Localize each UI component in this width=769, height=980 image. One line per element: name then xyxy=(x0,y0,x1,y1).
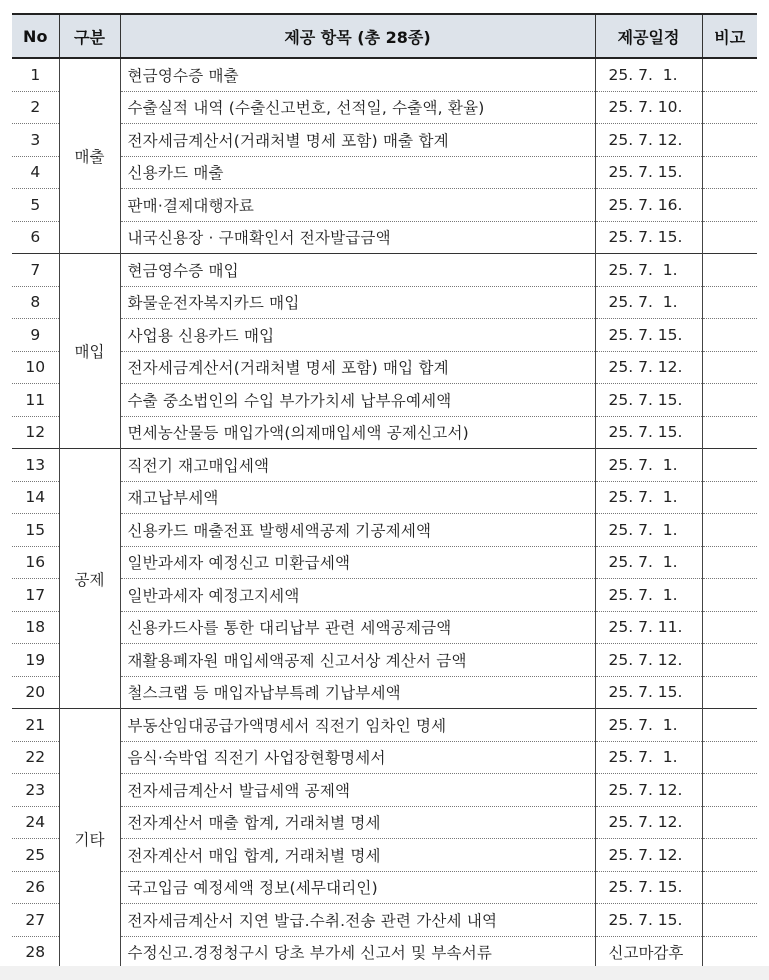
table-row xyxy=(12,254,757,287)
date-cell: 25. 7. 12. xyxy=(595,644,702,677)
table-row xyxy=(12,936,757,969)
note-cell xyxy=(702,774,757,807)
table-row xyxy=(12,514,757,547)
item-cell: 수출실적 내역 (수출신고번호, 선적일, 수출액, 환율) xyxy=(120,91,595,124)
note-cell xyxy=(702,416,757,449)
item-cell: 음식·숙박업 직전기 사업장현황명세서 xyxy=(120,741,595,774)
row-number: 13 xyxy=(12,449,59,482)
item-cell: 면세농산물등 매입가액(의제매입세액 공제신고서) xyxy=(120,416,595,449)
header-note: 비고 xyxy=(702,14,757,58)
note-cell xyxy=(702,286,757,319)
table-row xyxy=(12,319,757,352)
table-row xyxy=(12,839,757,872)
date-cell: 25. 7. 12. xyxy=(595,351,702,384)
row-number: 24 xyxy=(12,806,59,839)
note-cell xyxy=(702,546,757,579)
table-row xyxy=(12,871,757,904)
note-cell xyxy=(702,124,757,157)
date-cell: 25. 7. 12. xyxy=(595,774,702,807)
category-cell: 매입 xyxy=(59,254,120,449)
item-cell: 신용카드 매출전표 발행세액공제 기공제세액 xyxy=(120,514,595,547)
date-cell: 25. 7. 15. xyxy=(595,319,702,352)
item-cell: 전자세금계산서 지연 발급.수취.전송 관련 가산세 내역 xyxy=(120,904,595,937)
row-number: 28 xyxy=(12,936,59,969)
row-number: 3 xyxy=(12,124,59,157)
date-cell: 25. 7. 1. xyxy=(595,449,702,482)
note-cell xyxy=(702,839,757,872)
row-number: 9 xyxy=(12,319,59,352)
table-row xyxy=(12,189,757,222)
item-cell: 재고납부세액 xyxy=(120,481,595,514)
date-cell: 25. 7. 10. xyxy=(595,91,702,124)
item-cell: 사업용 신용카드 매입 xyxy=(120,319,595,352)
table-row xyxy=(12,156,757,189)
item-cell: 수출 중소법인의 수입 부가가치세 납부유예세액 xyxy=(120,384,595,417)
table-row xyxy=(12,741,757,774)
item-cell: 전자계산서 매출 합계, 거래처별 명세 xyxy=(120,806,595,839)
item-cell: 수정신고.경정청구시 당초 부가세 신고서 및 부속서류 xyxy=(120,936,595,969)
item-cell: 현금영수증 매출 xyxy=(120,58,595,91)
date-cell: 25. 7. 16. xyxy=(595,189,702,222)
table-row xyxy=(12,676,757,709)
table-row xyxy=(12,774,757,807)
table-row xyxy=(12,58,757,91)
row-number: 5 xyxy=(12,189,59,222)
date-cell: 25. 7. 11. xyxy=(595,611,702,644)
row-number: 2 xyxy=(12,91,59,124)
date-cell: 25. 7. 15. xyxy=(595,871,702,904)
date-cell: 25. 7. 15. xyxy=(595,676,702,709)
row-number: 27 xyxy=(12,904,59,937)
row-number: 12 xyxy=(12,416,59,449)
item-cell: 현금영수증 매입 xyxy=(120,254,595,287)
row-number: 15 xyxy=(12,514,59,547)
table-row xyxy=(12,611,757,644)
table-header-row xyxy=(12,14,757,58)
row-number: 26 xyxy=(12,871,59,904)
table-row xyxy=(12,91,757,124)
note-cell xyxy=(702,579,757,612)
note-cell xyxy=(702,254,757,287)
table-row xyxy=(12,286,757,319)
header-item: 제공 항목 (총 28종) xyxy=(120,14,595,58)
note-cell xyxy=(702,611,757,644)
note-cell xyxy=(702,904,757,937)
note-cell xyxy=(702,189,757,222)
row-number: 11 xyxy=(12,384,59,417)
header-no: No xyxy=(12,14,59,58)
row-number: 22 xyxy=(12,741,59,774)
table-row xyxy=(12,644,757,677)
note-cell xyxy=(702,156,757,189)
row-number: 4 xyxy=(12,156,59,189)
category-cell: 공제 xyxy=(59,449,120,709)
item-cell: 직전기 재고매입세액 xyxy=(120,449,595,482)
table-row xyxy=(12,481,757,514)
note-cell xyxy=(702,806,757,839)
table-row xyxy=(12,709,757,742)
item-cell: 내국신용장 · 구매확인서 전자발급금액 xyxy=(120,221,595,254)
table-row xyxy=(12,579,757,612)
note-cell xyxy=(702,449,757,482)
category-cell: 매출 xyxy=(59,58,120,254)
item-cell: 전자세금계산서 발급세액 공제액 xyxy=(120,774,595,807)
date-cell: 25. 7. 12. xyxy=(595,806,702,839)
date-cell: 25. 7. 12. xyxy=(595,124,702,157)
note-cell xyxy=(702,58,757,91)
row-number: 23 xyxy=(12,774,59,807)
row-number: 21 xyxy=(12,709,59,742)
row-number: 19 xyxy=(12,644,59,677)
row-number: 17 xyxy=(12,579,59,612)
note-cell xyxy=(702,936,757,969)
category-cell: 기타 xyxy=(59,709,120,970)
table-row xyxy=(12,546,757,579)
data-provision-table xyxy=(12,13,757,970)
table-row xyxy=(12,124,757,157)
note-cell xyxy=(702,644,757,677)
date-cell: 25. 7. 1. xyxy=(595,546,702,579)
note-cell xyxy=(702,384,757,417)
note-cell xyxy=(702,741,757,774)
date-cell: 25. 7. 1. xyxy=(595,254,702,287)
row-number: 16 xyxy=(12,546,59,579)
row-number: 1 xyxy=(12,58,59,91)
item-cell: 일반과세자 예정신고 미환급세액 xyxy=(120,546,595,579)
table-row xyxy=(12,416,757,449)
row-number: 20 xyxy=(12,676,59,709)
date-cell: 25. 7. 1. xyxy=(595,579,702,612)
row-number: 25 xyxy=(12,839,59,872)
item-cell: 국고입금 예정세액 정보(세무대리인) xyxy=(120,871,595,904)
table-body xyxy=(12,58,757,969)
row-number: 18 xyxy=(12,611,59,644)
note-cell xyxy=(702,676,757,709)
note-cell xyxy=(702,481,757,514)
table-row xyxy=(12,351,757,384)
date-cell: 25. 7. 1. xyxy=(595,58,702,91)
note-cell xyxy=(702,91,757,124)
note-cell xyxy=(702,351,757,384)
table-row xyxy=(12,221,757,254)
date-cell: 25. 7. 1. xyxy=(595,741,702,774)
date-cell: 25. 7. 1. xyxy=(595,286,702,319)
header-category: 구분 xyxy=(59,14,120,58)
date-cell: 25. 7. 15. xyxy=(595,221,702,254)
row-number: 6 xyxy=(12,221,59,254)
item-cell: 일반과세자 예정고지세액 xyxy=(120,579,595,612)
row-number: 14 xyxy=(12,481,59,514)
date-cell: 25. 7. 15. xyxy=(595,904,702,937)
table-row xyxy=(12,904,757,937)
date-cell: 25. 7. 15. xyxy=(595,384,702,417)
note-cell xyxy=(702,319,757,352)
item-cell: 전자계산서 매입 합계, 거래처별 명세 xyxy=(120,839,595,872)
item-cell: 신용카드 매출 xyxy=(120,156,595,189)
item-cell: 전자세금계산서(거래처별 명세 포함) 매출 합계 xyxy=(120,124,595,157)
table-row xyxy=(12,449,757,482)
note-cell xyxy=(702,871,757,904)
note-cell xyxy=(702,221,757,254)
table-row xyxy=(12,384,757,417)
date-cell: 25. 7. 12. xyxy=(595,839,702,872)
header-date: 제공일정 xyxy=(595,14,702,58)
note-cell xyxy=(702,514,757,547)
row-number: 7 xyxy=(12,254,59,287)
item-cell: 철스크랩 등 매입자납부특례 기납부세액 xyxy=(120,676,595,709)
date-cell: 25. 7. 1. xyxy=(595,481,702,514)
table-row xyxy=(12,806,757,839)
note-cell xyxy=(702,709,757,742)
date-cell: 25. 7. 1. xyxy=(595,709,702,742)
item-cell: 화물운전자복지카드 매입 xyxy=(120,286,595,319)
item-cell: 재활용폐자원 매입세액공제 신고서상 계산서 금액 xyxy=(120,644,595,677)
item-cell: 신용카드사를 통한 대리납부 관련 세액공제금액 xyxy=(120,611,595,644)
item-cell: 부동산임대공급가액명세서 직전기 임차인 명세 xyxy=(120,709,595,742)
date-cell: 25. 7. 15. xyxy=(595,156,702,189)
row-number: 10 xyxy=(12,351,59,384)
page-bottom-strip xyxy=(0,966,769,980)
date-cell: 25. 7. 1. xyxy=(595,514,702,547)
item-cell: 판매·결제대행자료 xyxy=(120,189,595,222)
date-cell: 25. 7. 15. xyxy=(595,416,702,449)
item-cell: 전자세금계산서(거래처별 명세 포함) 매입 합계 xyxy=(120,351,595,384)
row-number: 8 xyxy=(12,286,59,319)
date-cell: 신고마감후 xyxy=(595,936,702,969)
